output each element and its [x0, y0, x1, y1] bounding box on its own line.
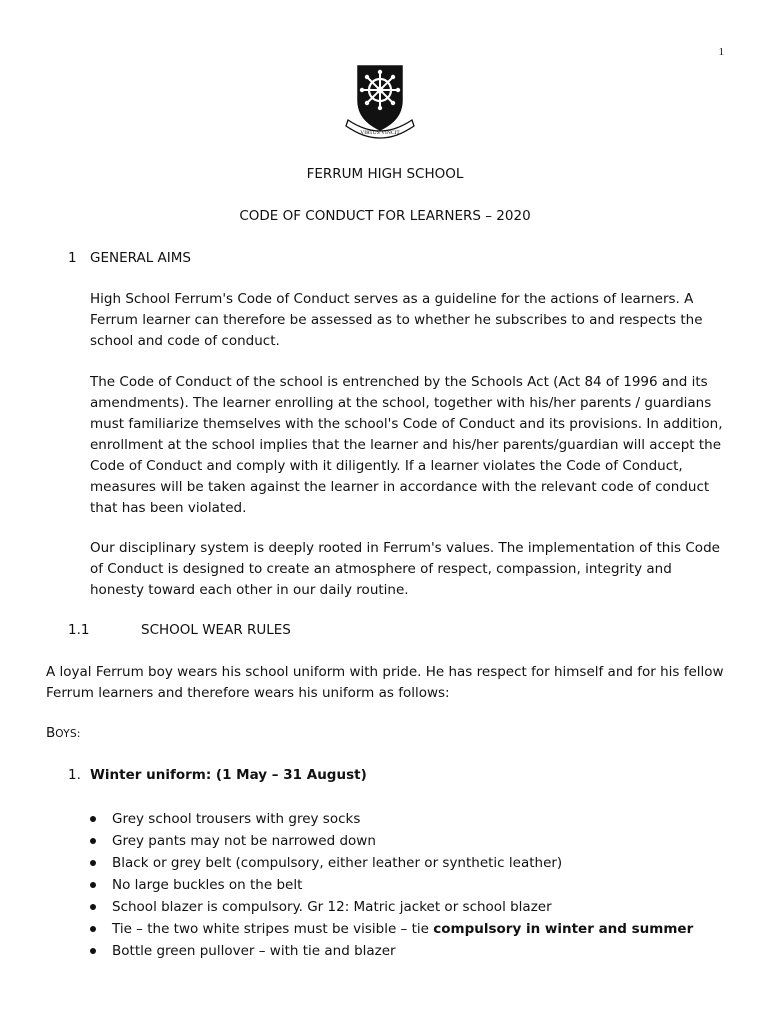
list-item: No large buckles on the belt	[90, 874, 693, 896]
winter-uniform-list	[90, 808, 693, 962]
list-item: Tie – the two white stripes must be visible – tie compulsory in winter and summer	[90, 918, 693, 940]
section-title: SCHOOL WEAR RULES	[141, 622, 291, 638]
section-number: 1.1	[68, 622, 90, 638]
document-title: CODE OF CONDUCT FOR LEARNERS – 2020	[239, 208, 531, 224]
section-heading-school-wear-rules	[68, 622, 291, 638]
winter-uniform-heading	[68, 767, 367, 783]
paragraph: The Code of Conduct of the school is entrenched by the Schools Act (Act 84 of 1996 and its amendments). The learner enrolling at the school, together with his/her parents / guardians must familiarize themselves with the school's Code of Conduct and its provisions. In addition, enrollment at the school implies that the learner and his/her parents/guardian will accept the Code of Conduct and comply with it diligently. If a learner violates the Code of Conduct, measures will be taken against the learner in accordance with the relevant code of conduct that has been violated.	[90, 374, 723, 516]
list-number: 1.	[68, 767, 81, 783]
tie-emphasis: compulsory in winter and summer	[433, 921, 694, 937]
page-number: 1	[718, 46, 724, 58]
bullet-icon	[90, 948, 96, 954]
paragraph: High School Ferrum's Code of Conduct serves as a guideline for the actions of learners. A Ferrum learner can therefore be assessed as to whether he subscribes to and respects the school and code of conduct.	[90, 291, 703, 349]
bullet-icon	[90, 860, 96, 866]
school-name: FERRUM HIGH SCHOOL	[306, 166, 464, 182]
section-heading-general-aims	[68, 250, 191, 266]
bullet-icon	[90, 838, 96, 844]
list-item: Grey school trousers with grey socks	[90, 808, 693, 830]
uniform-intro-paragraph: A loyal Ferrum boy wears his school uniform with pride. He has respect for himself and for his fellow Ferrum learners and therefore wears his uniform as follows:	[46, 664, 724, 701]
list-item: Grey pants may not be narrowed down	[90, 830, 693, 852]
crest-motto: VIRTUS VINCIT	[360, 130, 400, 136]
bullet-icon	[90, 926, 96, 932]
list-item: Bottle green pullover – with tie and blazer	[90, 940, 693, 962]
boys-label: BOYS:	[46, 725, 81, 741]
bullet-icon	[90, 904, 96, 910]
list-item: Black or grey belt (compulsory, either leather or synthetic leather)	[90, 852, 693, 874]
list-item: School blazer is compulsory. Gr 12: Matric jacket or school blazer	[90, 896, 693, 918]
bullet-icon	[90, 816, 96, 822]
section-title: GENERAL AIMS	[90, 250, 191, 266]
winter-uniform-title: Winter uniform: (1 May – 31 August)	[90, 767, 367, 783]
school-crest-logo	[338, 60, 422, 144]
paragraph: Our disciplinary system is deeply rooted in Ferrum's values. The implementation of this Code of Conduct is designed to create an atmosphere of respect, compassion, integrity and honesty toward each other in our daily routine.	[90, 540, 720, 598]
bullet-icon	[90, 882, 96, 888]
section-number: 1	[68, 250, 77, 266]
